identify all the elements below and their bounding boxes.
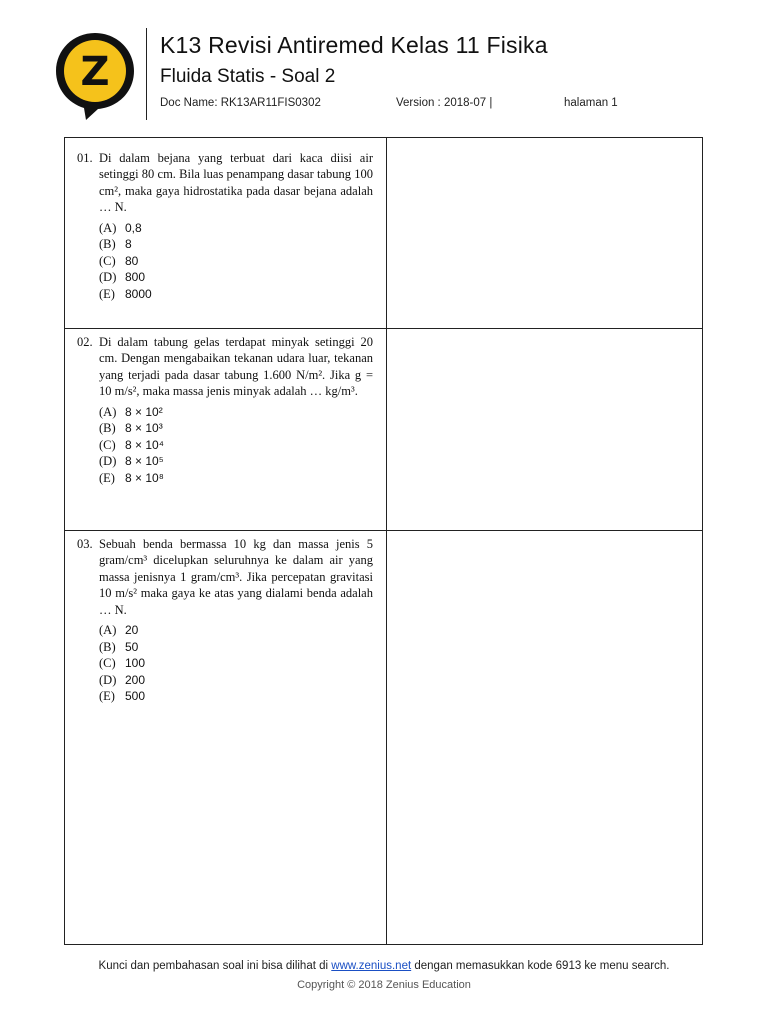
question-number: 03.	[77, 537, 93, 551]
option-value: 8 × 10⁵	[125, 454, 164, 469]
answer-options	[99, 404, 373, 487]
doc-version: Version : 2018-07 |	[396, 97, 493, 109]
copyright: Copyright © 2018 Zenius Education	[297, 979, 471, 991]
option-letter: (C)	[99, 437, 116, 452]
question-2	[77, 334, 373, 487]
option-value: 8 × 10⁸	[125, 471, 164, 485]
option-value: 20	[125, 623, 139, 638]
option-letter: (E)	[99, 287, 115, 301]
option-value: 8 × 10²	[125, 404, 163, 419]
question-number: 01.	[77, 151, 93, 165]
option-letter: (D)	[99, 672, 117, 687]
document-title: K13 Revisi Antiremed Kelas 11 Fisika	[160, 32, 548, 58]
option-value: 8	[125, 237, 132, 252]
zenius-link[interactable]: www.zenius.net	[331, 960, 412, 972]
document-subtitle: Fluida Statis - Soal 2	[160, 66, 336, 87]
answer-option	[99, 453, 373, 470]
option-letter: (D)	[99, 454, 117, 469]
question-text: Sebuah benda bermassa 10 kg dan massa jenis 5 gram/cm³ dicelupkan seluruhnya ke dalam air yang massa jenisnya 1 gram/cm³. Jika percepatan gravitasi 10 m/s² maka gaya ke atas yang dialami benda adalah … N.	[99, 537, 373, 617]
option-value: 8000	[125, 287, 152, 301]
answer-option	[99, 655, 373, 672]
option-letter: (B)	[99, 237, 116, 252]
question-table	[64, 137, 703, 945]
question-3	[77, 536, 373, 705]
zenius-logo	[52, 30, 138, 122]
footer-text-before: Kunci dan pembahasan soal ini bisa dilihat di	[98, 960, 332, 972]
option-letter: (E)	[99, 471, 115, 485]
option-value: 0,8	[125, 220, 142, 235]
answer-option	[99, 220, 373, 237]
answer-option	[99, 269, 373, 286]
option-letter: (C)	[99, 656, 116, 671]
option-letter: (A)	[99, 623, 117, 638]
question-number: 02.	[77, 335, 93, 349]
logo-letter: Z	[80, 49, 110, 95]
answer-option	[99, 420, 373, 437]
option-letter: (A)	[99, 404, 117, 419]
option-letter: (D)	[99, 270, 117, 285]
page-number: halaman 1	[564, 97, 618, 109]
footer-note	[0, 960, 768, 972]
option-value: 50	[125, 639, 139, 654]
answer-option	[99, 236, 373, 253]
footer-text-after: dengan memasukkan kode 6913 ke menu search.	[411, 960, 670, 972]
answer-option	[99, 404, 373, 421]
doc-name: Doc Name: RK13AR11FIS0302	[160, 97, 321, 109]
answer-options	[99, 622, 373, 705]
answer-option	[99, 688, 373, 705]
option-value: 80	[125, 253, 139, 268]
option-value: 200	[125, 672, 146, 687]
option-letter: (C)	[99, 253, 116, 268]
answer-option	[99, 253, 373, 270]
answer-workspace	[387, 138, 702, 944]
option-letter: (B)	[99, 639, 116, 654]
answer-option	[99, 672, 373, 689]
answer-option	[99, 470, 373, 487]
header-divider	[146, 28, 147, 120]
question-1	[77, 150, 373, 303]
option-value: 8 × 10³	[125, 421, 163, 436]
option-value: 800	[125, 270, 146, 285]
option-value: 8 × 10⁴	[125, 437, 164, 452]
option-letter: (A)	[99, 220, 117, 235]
question-text: Di dalam tabung gelas terdapat minyak setinggi 20 cm. Dengan mengabaikan tekanan udara luar, tekanan yang terjadi pada dasar tabung 1.600 N/m². Jika g = 10 m/s², maka massa jenis minyak adalah … kg/m³.	[99, 335, 373, 399]
question-text: Di dalam bejana yang terbuat dari kaca diisi air setinggi 80 cm. Bila luas penampang dasar tabung 100 cm², maka gaya hidrostatika pada dasar bejana adalah … N.	[99, 151, 373, 215]
option-letter: (E)	[99, 689, 115, 704]
option-letter: (B)	[99, 421, 116, 436]
option-value: 100	[125, 656, 146, 671]
option-value: 500	[125, 689, 146, 704]
answer-option	[99, 286, 373, 303]
answer-option	[99, 622, 373, 639]
answer-option	[99, 437, 373, 454]
answer-options	[99, 220, 373, 303]
answer-option	[99, 639, 373, 656]
